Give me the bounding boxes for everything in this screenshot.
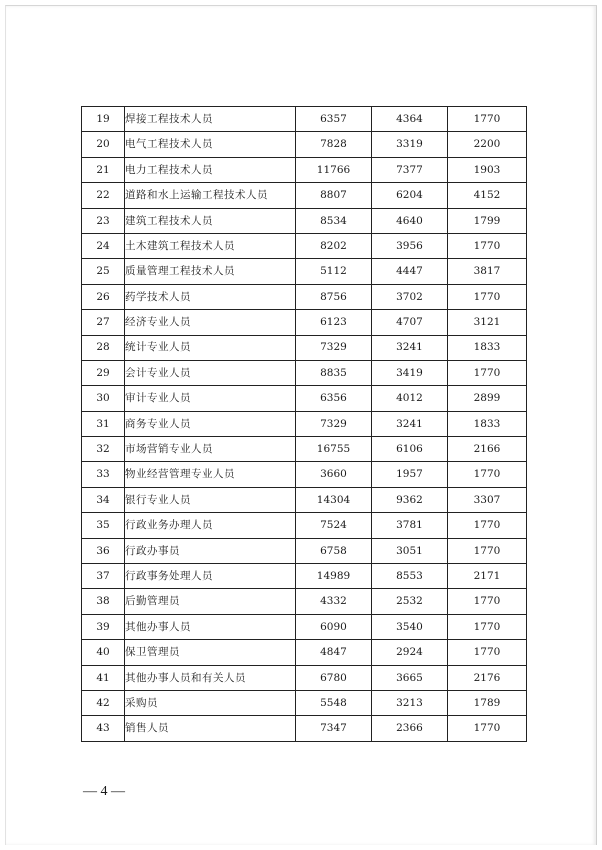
table-row xyxy=(82,157,527,182)
value-cell-2: 6204 xyxy=(372,183,448,208)
occupation-name-cell: 焊接工程技术人员 xyxy=(125,107,296,132)
table-row xyxy=(82,183,527,208)
row-number-cell: 29 xyxy=(82,360,125,385)
value-cell-1: 8807 xyxy=(296,183,372,208)
value-cell-2: 4707 xyxy=(372,310,448,335)
table-row xyxy=(82,132,527,157)
salary-table xyxy=(81,106,527,742)
row-number-cell: 40 xyxy=(82,640,125,665)
row-number-cell: 21 xyxy=(82,157,125,182)
value-cell-1: 8835 xyxy=(296,360,372,385)
value-cell-2: 3051 xyxy=(372,538,448,563)
row-number-cell: 30 xyxy=(82,386,125,411)
occupation-name-cell: 土木建筑工程技术人员 xyxy=(125,233,296,258)
occupation-name-cell: 保卫管理员 xyxy=(125,640,296,665)
table-row xyxy=(82,259,527,284)
occupation-name-cell: 药学技术人员 xyxy=(125,284,296,309)
value-cell-2: 3319 xyxy=(372,132,448,157)
occupation-name-cell: 销售人员 xyxy=(125,716,296,741)
table-row xyxy=(82,513,527,538)
row-number-cell: 32 xyxy=(82,437,125,462)
row-number-cell: 37 xyxy=(82,564,125,589)
row-number-cell: 27 xyxy=(82,310,125,335)
row-number-cell: 34 xyxy=(82,487,125,512)
value-cell-2: 3665 xyxy=(372,665,448,690)
value-cell-2: 3702 xyxy=(372,284,448,309)
value-cell-1: 7329 xyxy=(296,411,372,436)
occupation-name-cell: 采购员 xyxy=(125,690,296,715)
value-cell-2: 4012 xyxy=(372,386,448,411)
occupation-name-cell: 电力工程技术人员 xyxy=(125,157,296,182)
occupation-name-cell: 会计专业人员 xyxy=(125,360,296,385)
occupation-name-cell: 统计专业人员 xyxy=(125,335,296,360)
occupation-name-cell: 商务专业人员 xyxy=(125,411,296,436)
value-cell-1: 4332 xyxy=(296,589,372,614)
table-row xyxy=(82,640,527,665)
occupation-name-cell: 市场营销专业人员 xyxy=(125,437,296,462)
value-cell-2: 9362 xyxy=(372,487,448,512)
occupation-name-cell: 质量管理工程技术人员 xyxy=(125,259,296,284)
value-cell-2: 4447 xyxy=(372,259,448,284)
row-number-cell: 35 xyxy=(82,513,125,538)
row-number-cell: 20 xyxy=(82,132,125,157)
value-cell-1: 8756 xyxy=(296,284,372,309)
value-cell-2: 7377 xyxy=(372,157,448,182)
salary-table-body xyxy=(82,107,527,742)
value-cell-1: 11766 xyxy=(296,157,372,182)
table-row xyxy=(82,716,527,741)
occupation-name-cell: 行政业务办理人员 xyxy=(125,513,296,538)
value-cell-3: 1770 xyxy=(448,614,527,639)
occupation-name-cell: 道路和水上运输工程技术人员 xyxy=(125,183,296,208)
value-cell-3: 1770 xyxy=(448,233,527,258)
table-row xyxy=(82,538,527,563)
occupation-name-cell: 其他办事人员和有关人员 xyxy=(125,665,296,690)
table-row xyxy=(82,310,527,335)
value-cell-1: 3660 xyxy=(296,462,372,487)
occupation-name-cell: 电气工程技术人员 xyxy=(125,132,296,157)
table-row xyxy=(82,107,527,132)
value-cell-1: 7347 xyxy=(296,716,372,741)
value-cell-2: 2532 xyxy=(372,589,448,614)
row-number-cell: 19 xyxy=(82,107,125,132)
row-number-cell: 38 xyxy=(82,589,125,614)
value-cell-3: 1799 xyxy=(448,208,527,233)
row-number-cell: 36 xyxy=(82,538,125,563)
occupation-name-cell: 行政办事员 xyxy=(125,538,296,563)
value-cell-2: 4640 xyxy=(372,208,448,233)
value-cell-1: 6758 xyxy=(296,538,372,563)
value-cell-2: 3241 xyxy=(372,335,448,360)
table-row xyxy=(82,487,527,512)
value-cell-3: 1770 xyxy=(448,360,527,385)
row-number-cell: 23 xyxy=(82,208,125,233)
row-number-cell: 26 xyxy=(82,284,125,309)
value-cell-2: 2366 xyxy=(372,716,448,741)
row-number-cell: 33 xyxy=(82,462,125,487)
table-row xyxy=(82,411,527,436)
value-cell-2: 3419 xyxy=(372,360,448,385)
row-number-cell: 25 xyxy=(82,259,125,284)
value-cell-1: 8202 xyxy=(296,233,372,258)
value-cell-2: 6106 xyxy=(372,437,448,462)
table-row xyxy=(82,360,527,385)
value-cell-2: 2924 xyxy=(372,640,448,665)
occupation-name-cell: 后勤管理员 xyxy=(125,589,296,614)
value-cell-2: 1957 xyxy=(372,462,448,487)
occupation-name-cell: 行政事务处理人员 xyxy=(125,564,296,589)
table-row xyxy=(82,386,527,411)
value-cell-3: 1903 xyxy=(448,157,527,182)
occupation-name-cell: 其他办事人员 xyxy=(125,614,296,639)
value-cell-3: 1833 xyxy=(448,411,527,436)
value-cell-3: 1770 xyxy=(448,640,527,665)
value-cell-1: 8534 xyxy=(296,208,372,233)
occupation-name-cell: 审计专业人员 xyxy=(125,386,296,411)
value-cell-3: 1789 xyxy=(448,690,527,715)
value-cell-1: 6356 xyxy=(296,386,372,411)
value-cell-3: 2166 xyxy=(448,437,527,462)
value-cell-1: 6090 xyxy=(296,614,372,639)
table-row xyxy=(82,665,527,690)
value-cell-2: 3213 xyxy=(372,690,448,715)
row-number-cell: 24 xyxy=(82,233,125,258)
occupation-name-cell: 物业经营管理专业人员 xyxy=(125,462,296,487)
value-cell-3: 2899 xyxy=(448,386,527,411)
value-cell-2: 3781 xyxy=(372,513,448,538)
value-cell-3: 3817 xyxy=(448,259,527,284)
value-cell-1: 6780 xyxy=(296,665,372,690)
row-number-cell: 43 xyxy=(82,716,125,741)
row-number-cell: 39 xyxy=(82,614,125,639)
value-cell-3: 2176 xyxy=(448,665,527,690)
table-row xyxy=(82,335,527,360)
value-cell-3: 3307 xyxy=(448,487,527,512)
value-cell-1: 5112 xyxy=(296,259,372,284)
value-cell-1: 4847 xyxy=(296,640,372,665)
row-number-cell: 42 xyxy=(82,690,125,715)
value-cell-1: 14989 xyxy=(296,564,372,589)
table-row xyxy=(82,614,527,639)
page-number: — 4 — xyxy=(83,784,125,799)
table-row xyxy=(82,564,527,589)
value-cell-3: 1770 xyxy=(448,284,527,309)
table-row xyxy=(82,208,527,233)
value-cell-3: 3121 xyxy=(448,310,527,335)
value-cell-3: 2171 xyxy=(448,564,527,589)
table-row xyxy=(82,462,527,487)
row-number-cell: 31 xyxy=(82,411,125,436)
occupation-name-cell: 银行专业人员 xyxy=(125,487,296,512)
value-cell-3: 1770 xyxy=(448,107,527,132)
occupation-name-cell: 建筑工程技术人员 xyxy=(125,208,296,233)
value-cell-1: 16755 xyxy=(296,437,372,462)
value-cell-2: 3241 xyxy=(372,411,448,436)
value-cell-3: 2200 xyxy=(448,132,527,157)
value-cell-2: 8553 xyxy=(372,564,448,589)
value-cell-3: 1770 xyxy=(448,589,527,614)
occupation-name-cell: 经济专业人员 xyxy=(125,310,296,335)
value-cell-3: 1833 xyxy=(448,335,527,360)
table-row xyxy=(82,690,527,715)
row-number-cell: 41 xyxy=(82,665,125,690)
value-cell-1: 5548 xyxy=(296,690,372,715)
value-cell-1: 7329 xyxy=(296,335,372,360)
table-row xyxy=(82,284,527,309)
value-cell-3: 1770 xyxy=(448,513,527,538)
value-cell-1: 7828 xyxy=(296,132,372,157)
value-cell-2: 4364 xyxy=(372,107,448,132)
value-cell-1: 14304 xyxy=(296,487,372,512)
value-cell-3: 1770 xyxy=(448,538,527,563)
row-number-cell: 28 xyxy=(82,335,125,360)
table-row xyxy=(82,437,527,462)
value-cell-1: 6357 xyxy=(296,107,372,132)
value-cell-1: 7524 xyxy=(296,513,372,538)
value-cell-2: 3540 xyxy=(372,614,448,639)
row-number-cell: 22 xyxy=(82,183,125,208)
value-cell-3: 1770 xyxy=(448,716,527,741)
value-cell-1: 6123 xyxy=(296,310,372,335)
value-cell-2: 3956 xyxy=(372,233,448,258)
table-row xyxy=(82,233,527,258)
table-row xyxy=(82,589,527,614)
value-cell-3: 4152 xyxy=(448,183,527,208)
value-cell-3: 1770 xyxy=(448,462,527,487)
